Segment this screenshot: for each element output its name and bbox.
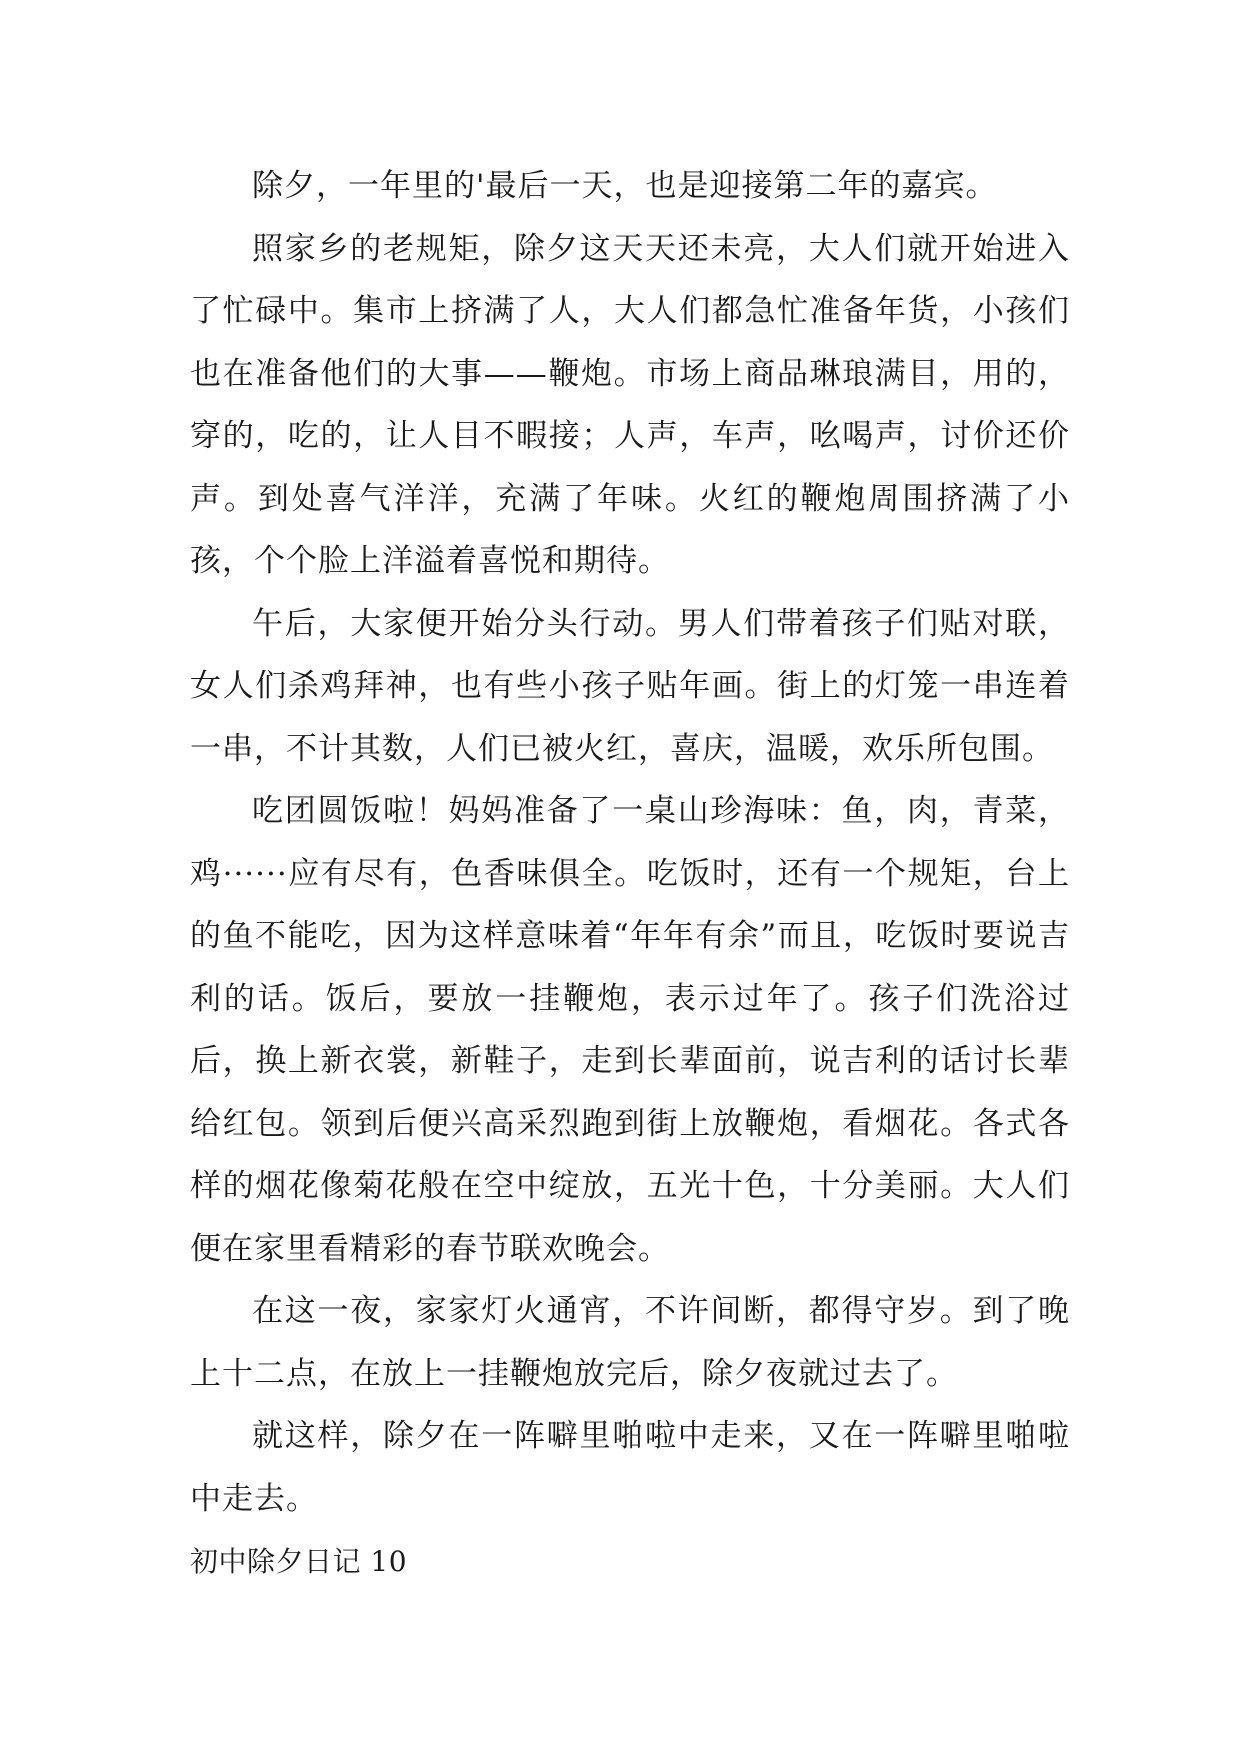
article-body (190, 155, 1070, 1594)
paragraph-5: 在这一夜，家家灯火通宵，不许间断，都得守岁。到了晚上十二点，在放上一挂鞭炮放完后，除夕夜就过去了。 (190, 1293, 1070, 1392)
paragraph-1: 除夕，一年里的'最后一天，也是迎接第二年的嘉宾。 (252, 168, 998, 204)
paragraph-4: 吃团圆饭啦！妈妈准备了一桌山珍海味：鱼，肉，青菜，鸡······应有尽有，色香味俱全。吃饭时，还有一个规矩，台上的鱼不能吃，因为这样意味着“年年有余”而且，吃饭时要说吉利的话。饭后，要放一挂鞭炮，表示过年了。孩子们洗浴过后，换上新衣裳，新鞋子，走到长辈面前，说吉利的话讨长辈给红包。领到后便兴高采烈跑到街上放鞭炮，看烟花。各式各样的烟花像菊花般在空中绽放，五光十色，十分美丽。大人们便在家里看精彩的春节联欢晚会。 (190, 793, 1070, 1267)
section-heading: 初中除夕日记 10 (190, 1545, 408, 1578)
paragraph-2: 照家乡的老规矩，除夕这天天还未亮，大人们就开始进入了忙碌中。集市上挤满了人，大人们都急忙准备年货，小孩们也在准备他们的大事——鞭炮。市场上商品琳琅满目，用的，穿的，吃的，让人目不暇接；人声，车声，吆喝声，讨价还价声。到处喜气洋洋，充满了年味。火红的鞭炮周围挤满了小孩，个个脸上洋溢着喜悦和期待。 (190, 230, 1070, 579)
paragraph-3: 午后，大家便开始分头行动。男人们带着孩子们贴对联，女人们杀鸡拜神，也有些小孩子贴年画。街上的灯笼一串连着一串，不计其数，人们已被火红，喜庆，温暖，欢乐所包围。 (190, 605, 1070, 767)
paragraph-6: 就这样，除夕在一阵噼里啪啦中走来，又在一阵噼里啪啦中走去。 (190, 1418, 1070, 1517)
